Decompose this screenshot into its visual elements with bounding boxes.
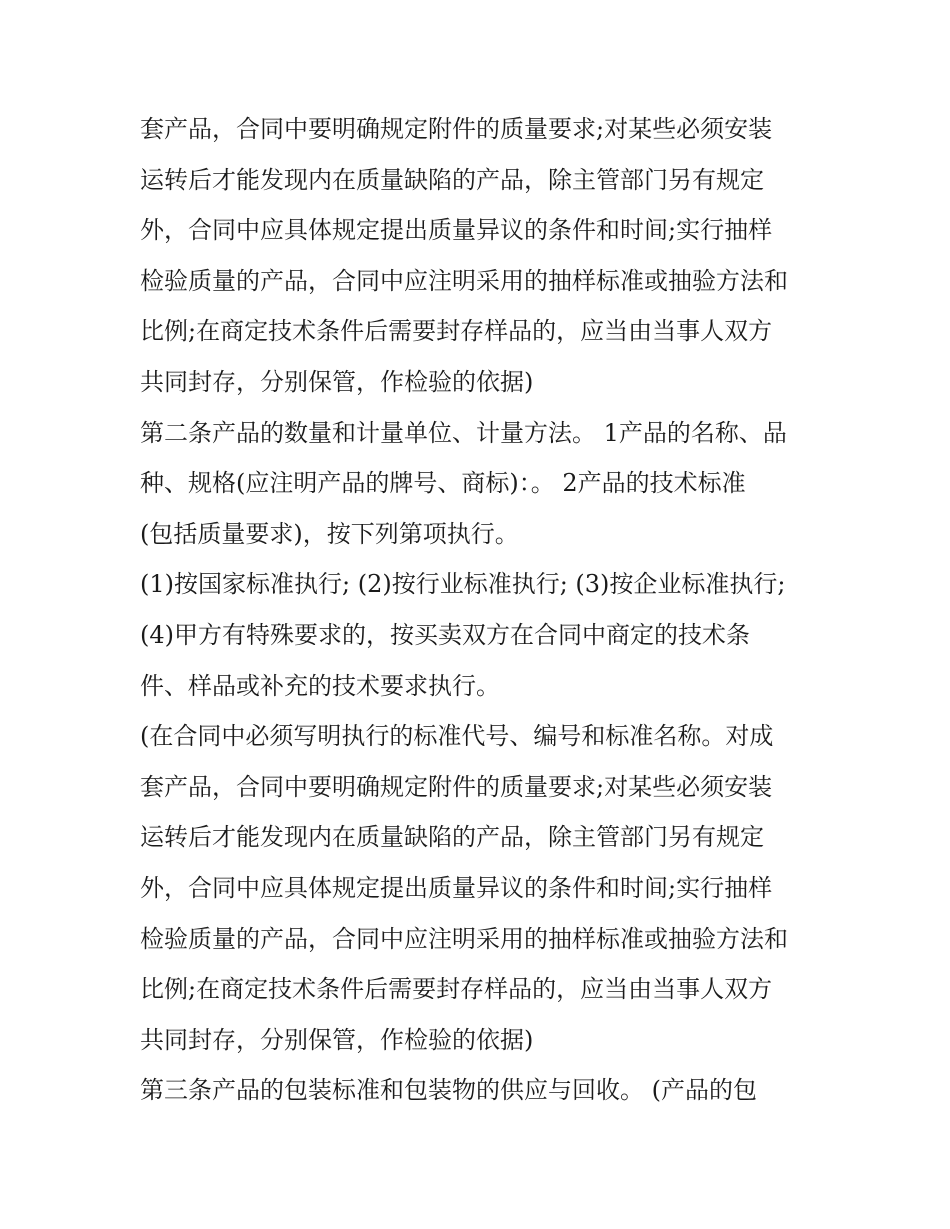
document-body [140, 104, 830, 1116]
text-line: (1)按国家标准执行; (2)按行业标准执行; (3)按企业标准执行; [140, 570, 786, 599]
text-line: 外，合同中应具体规定提出质量异议的条件和时间;实行抽样 [140, 216, 773, 245]
text-line: 种、规格(应注明产品的牌号、商标)：。 2产品的技术标准 [140, 469, 746, 498]
text-line: 件、样品或补充的技术要求执行。 [140, 671, 500, 700]
text-line: 共同封存，分别保管，作检验的依据) [140, 1025, 534, 1054]
text-line: (在合同中必须写明执行的标准代号、编号和标准名称。对成 [140, 722, 774, 751]
text-line: (4)甲方有特殊要求的，按买卖双方在合同中商定的技术条 [140, 620, 750, 649]
text-line: 外，合同中应具体规定提出质量异议的条件和时间;实行抽样 [140, 873, 773, 902]
text-line: 套产品，合同中要明确规定附件的质量要求;对某些必须安装 [140, 772, 773, 801]
text-line: 套产品，合同中要明确规定附件的质量要求;对某些必须安装 [140, 115, 773, 143]
text-line: 第二条产品的数量和计量单位、计量方法。 1产品的名称、品 [140, 418, 787, 447]
text-line: 运转后才能发现内在质量缺陷的产品，除主管部门另有规定 [140, 165, 764, 194]
text-line: 第三条产品的包装标准和包装物的供应与回收。 (产品的包 [140, 1076, 757, 1105]
text-line: 比例;在商定技术条件后需要封存样品的，应当由当事人双方 [140, 317, 773, 346]
text-line: 检验质量的产品，合同中应注明采用的抽样标准或抽验方法和 [140, 924, 788, 953]
text-line: 检验质量的产品，合同中应注明采用的抽样标准或抽验方法和 [140, 266, 788, 295]
text-line: 比例;在商定技术条件后需要封存样品的，应当由当事人双方 [140, 975, 773, 1004]
text-line: (包括质量要求)，按下列第项执行。 [140, 519, 519, 548]
text-line: 共同封存，分别保管，作检验的依据) [140, 367, 534, 396]
text-line: 运转后才能发现内在质量缺陷的产品，除主管部门另有规定 [140, 823, 764, 852]
